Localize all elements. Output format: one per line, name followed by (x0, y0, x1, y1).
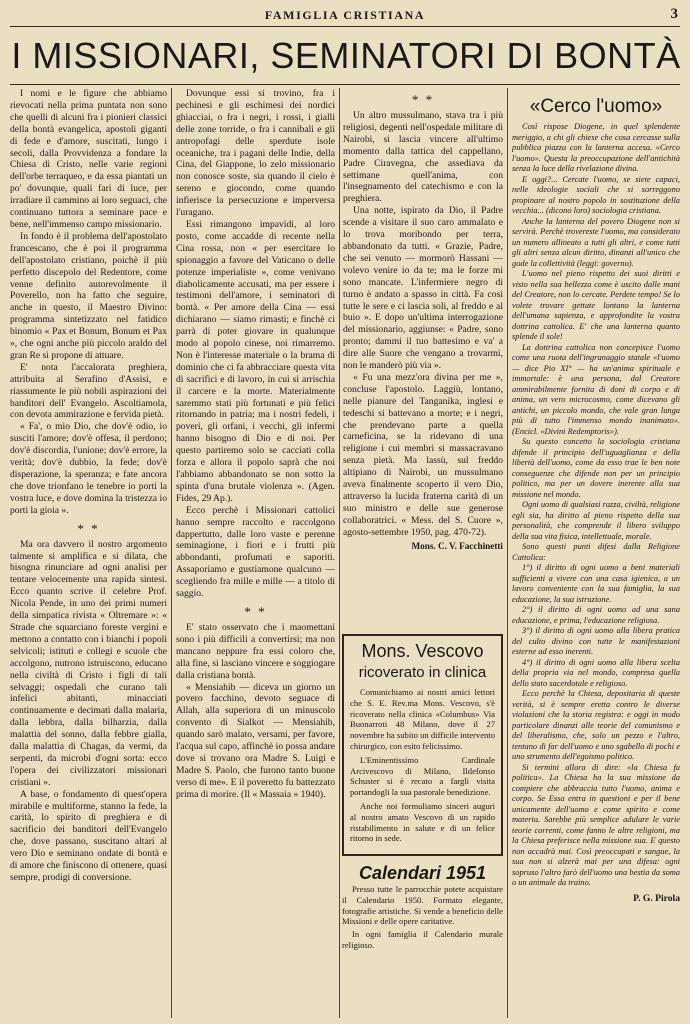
top-rule (10, 26, 680, 27)
paragraph: Anche la lanterna del povero Diogene non si servirà. Perchè trovereste l'uomo, ma considerato un numero allineato a tutti gli altri, e come tutti gli altri senza alcun diritto, dinanzi all'unico che gode la collettività (leggi: governo). (512, 216, 680, 268)
paragraph: Ogni uomo di qualsiasi razza, civiltà, religione egli sia, ha diritto al pieno rispetto della sua personalità, che comprende il libero sviluppo della sua vita fisica, intellettuale, morale. (512, 500, 680, 541)
paragraph: Una notte, ispirato da Dio, il Padre scende a visitare il suo caro ammalato e lo trova moribondo per terra, abbandonato da tutti. « Grazie, Padre, che sei venuto — mormorò Hassani — volevo venire io da te; ma le forze mi sono mancate. L'infermiere negro di turno è andato a spasso in città. Fa così tutte le sere e ci lascia soli, al freddo e al buio ». E dopo un'ultima interrogazione del missionario, aggiunse: « Padre, sono pronto; dammi il tuo battesimo e va' a dire alle Suore che vengano a trovarmi, non le manderò più via ». (343, 205, 503, 372)
paragraph: 1°) il diritto di ogni uomo a beni materiali sufficienti a vivere con una casa igienica, a un lavoro conveniente con la sua famiglia, la sua educazione, la sua istruzione. (512, 563, 680, 604)
paragraph: Ma ora davvero il nostro argomento talmente si amplifica e si dilata, che bisogna rinunciare ad ogni analisi per tentare velocemente una rapida sintesi. Ecco quanto scrive il celebre Prof. Nicola Pende, in uno dei primi numeri della simpatica rivista « Oltremare »: « Strade che squarciano foreste vergini e mettono a contatto con i bianchi i popoli selvicoli; istituti e collegi e scuole che accolgono, nutrono istruiscono, educano nella civiltà di Cristo i figli di tali selvaggi; ospedali che curano tali infelici abitanti, minacciati continuamente e decimati dalla malaria, dalla lebbra, dalla bilharzia, dalla malattia del sonno, dalla febbre gialla, dalla malattia di Chagas, da vermi, da serpenti, da microbi d'ogni sorta: ecco l'opera dei civilizzatori missionari cristiani ». (10, 538, 167, 788)
page-number: 3 (670, 6, 678, 22)
paragraph: Si termini allora di dire: «la Chiesa fa politica». La Chiesa ha la sua missione da compiere che abbraccia tutto l'uomo, anima e corpo. Se Essa entra in questioni e per il bene unicamente dell'uomo e come spirito e come materia. Sarebbe più semplice adulare le varie teorie correnti, come fanno le altre religioni, ma la Chiesa preferisce nella missione sua. E questo non accadrà mai. Così preoccupati e sangue, la sua non si alzerà mai per una difesa: ogni sopruso l'altro farò dell'uomo una bestia da soma o un animale da traino. (512, 762, 680, 887)
article-column-1 (10, 88, 167, 1016)
paragraph: « Mensiahib — diceva un giorno un povero facchino, devoto seguace di Allah, alla superiora di un minuscolo convento di Sialkot — Mensiahib, quando sarò malato, versami, per favore, l'acqua sul capo, affinchè io possa andare dove si trovano ora Madre S. Luigi e Madre S. Paolo, che furono tanto buone verso di me». E il poveretto fu battezzato prima di morire. (Il « Massaia » 1940). (176, 681, 335, 800)
paragraph: In fondo è il problema dell'apostolato francescano, che è poi il programma dell'apostolato cristiano, poichè il più perfetto discepolo del Redentore, come venne definito autorevolmente il Poverello, non ha fatto che seguire, anche in questo, il Maestro Divino: programma sintetizzato nel fatidico binomio « Pax et Bonum, Bonum et Pax », che ogni anche più piccolo araldo del gran Re si propone di attuare. (10, 230, 167, 361)
section-separator: * * (77, 520, 100, 536)
paragraph: « Fa', o mio Dio, che dov'è odio, io susciti l'amore; dov'è offesa, il perdono; dov'è discordia, l'unione; dov'è errore, la verità; dov'è dubbio, la fede; dov'è disperazione, la speranza; e fate ancora che dove trionfano le tenebre io porti la vostra luce, e dove domina la tristezza io porti la gioia ». (10, 421, 167, 516)
calendar-text (342, 884, 503, 951)
article-signature: Mons. C. V. Facchinetti (411, 540, 503, 551)
paragraph: E' nota l'accalorata preghiera, attribuita al Serafino d'Assisi, e riassumente le più nobili aspirazioni dei banditori dell' Evangelo. Ascoltiamola, con devota ammirazione e fervida pietà. (10, 361, 167, 421)
sidebar-column (512, 88, 680, 1016)
paragraph: L'Eminentissimo Cardinale Arcivescovo di Milano, Ildefonso Schuster si è recato a fargli visita portandogli la sua pastorale benedizione. (350, 754, 495, 798)
paragraph: 2°) il diritto di ogni uomo ad una sana educazione, e prima, l'educazione religiosa. (512, 605, 680, 625)
paragraph: Dovunque essi si trovino, fra i pechinesi e gli eschimesi dei nordici ghiacciai, o fra i negri, i rossi, i gialli delle zone torride, o fra i cannibali e gli antropofagi delle sperdute isole oceaniche, tra i pagani delle Indie, della Cina, del Giappone, lo zelo missionario non conosce soste, sia quando il cielo è sereno e giocondo, come quando infierisce la persecuzione e imperversa l'uragano. (176, 88, 335, 219)
paragraph: 4°) il diritto di ogni uomo alla libera scelta della propria via nel mondo, compresa quella dello stato sacerdotale e religioso. (512, 657, 680, 688)
headline-rule (10, 84, 680, 85)
paragraph: Un altro mussulmano, stava tra i più religiosi, degenti nell'ospedale militare di Nairobi, si lascia vincere all'ultimo momento dalla tattica del cappellano, Padre Ciravegna, che assediava da settimane quell'anima, con l'insegnamento del catechismo e con la preghiera. (343, 110, 503, 205)
notice-box (342, 634, 503, 856)
paragraph: A base, o fondamento di quest'opera mirabile e multiforme, stanno la fede, la carità, lo spirito di preghiera e di sacrificio dei banditori dell'Evangelo che, dove passano, suscitano altari al vero Dio e seminano ondate di bontà e di amore che finiscono di ottenere, quasi sempre, prodigi di conversione. (10, 788, 167, 883)
paragraph: Così rispose Diogene, in quel splendente meriggio, a chi gli chiese che cosa cercasse sulla pubblica piazza con la lanterna accesa. «Cerco l'uomo». Questa la preoccupazione dell'antichità senza la luce della rivelazione divina. (512, 122, 680, 173)
section-separator: * * (244, 603, 267, 619)
paragraph: Comunichiamo ai nostri amici lettori che S. E. Rev.ma Mons. Vescovo, s'è ricoverato nella clinica «Columbus» Via Buonarroti 48 Milano, dove il 27 novembre ha subito un difficile intervento chirurgico, con esito felicissimo. (350, 687, 495, 751)
column-divider (339, 88, 340, 1018)
notice-text (350, 687, 495, 844)
paragraph: Presso tutte le parrocchie potete acquistare il Calendario 1950. Formato elegante, fotografie artistiche. Si vende a beneficio delle Missioni e delle opere caritative. (342, 884, 503, 927)
section-separator: * * (411, 92, 435, 107)
calendar-notice (342, 862, 503, 1018)
paragraph: La dottrina cattolica non concepisce l'uomo come una ruota dell'ingranaggio statale «l'uomo — dice Pio XI° — ha un'anima spirituale e immortale: è una persona, dal Creatore ammirabilmente fornita di doni di corpo e di anima, un vero microcosmo, come dicevano gli antichi, un piccolo mondo, che vale gran lunga più di tutto l'immenso mondo inanimato». (Encicl. «Divini Redemptoris»). (512, 342, 680, 436)
paragraph: I nomi e le figure che abbiamo rievocati nella prima puntata non sono che quelli di alcuni fra i pionieri classici della bontà evangelica, apostoli giganti di fede e d'amore, suscitati, lungo i secoli, dalla Provvidenza a fondare la Chiesa di Cristo, nelle varie regioni dell'orbe terraqueo, e da essa piantati un po' dovunque, quali fari di luce, per irradiare il cammino ai loro seguaci, che continuano tuttora a seminare pace e bene, nell'immenso campo missionario. (10, 88, 167, 230)
sidebar-signature: P. G. Pirola (633, 892, 680, 904)
paragraph: Essi rimangono impavidi, al loro posto, come accadde di recente nella Cina rossa, non « per esercitare lo spionaggio a favore del Vaticano o delle potenze imperialiste », come venivano diabolicamente accusati, ma per essere i testimoni dell'amore, i seminatori di bontà. « Per amore della Cina — essi dichiarano — siamo rimasti; e finchè ci parrà di poter giovare in qualunque modo al popolo cinese, noi rimarremo. Non è l'interesse materiale o la brama di dominio che ci fa abbracciare questa vita di sacrifici e di lavoro, in cui si arrischia il carcere e la morte. Materialmente saremmo stati più fortunati e più felici ritornando in patria; ma i nostri fedeli, i poveri, gli orfani, i vecchi, gli infermi hanno bisogno di Dio e di noi. Per questo partiremo solo se cacciati colla forza e allora il popolo saprà che noi l'abbiamo abbandonato se non sotto la spinta d'una brutale violenza ». (Agen. Fides, 29 Ap.). (176, 218, 335, 504)
sidebar-text (512, 122, 680, 889)
paragraph: « Fu una mezz'ora divina per me », concluse l'apostolo. Laggiù, lontano, nelle pianure del Tanganika, inglesi e tedeschi si battevano a morte; e i negri, che prendevano parte a quella carneficina, se la ridevano di una religione i cui membri si massacravano senza pietà. Ma lassù, sul freddo altipiano di Nairobi, un mussulmano aveva finalmente scoperto il vero Dio, attraverso la lucida fraterna carità di un suo ministro e delle sue generose collaboratrici. « Mess. del S. Cuore », agosto-settembre 1950, pag. 470-72). (343, 371, 503, 538)
article-column-2 (176, 88, 335, 1016)
headline: I MISSIONARI, SEMINATORI DI BONTÀ (11, 35, 681, 76)
sidebar-title: «Cerco l'uomo» (529, 96, 663, 117)
paragraph: Ecco perchè la Chiesa, depositaria di queste verità, si è sempre eretta contro le diverse violazioni che la storia registra: e oggi in modo particolare dinanzi alle teorie del comunismo e del liberalismo, che, solo un pezzo e l'altro, tentano di far dell'uomo e uno sgabello di pochi e uno strumento dell'egoismo politico. (512, 689, 680, 761)
paragraph: Anche noi formuliamo sinceri auguri al nostro amato Vescovo di un rapido ristabilimento in salute e di un felice ritorno in sede. (350, 800, 495, 844)
paragraph: L'uomo nel pieno rispetto dei suoi diritti e visto nella sua bellezza come è uscito dalle mani del Creatore, non lo cercate. Perdete tempo! Se lo volete trovare gettate lontano la lanterna dell'umana sapienza, e approfondite la vostra dottrina cattolica. E' che una lanterna quanto splende il sole! (512, 269, 680, 341)
notice-title-line1: Mons. Vescovo (361, 641, 484, 661)
paragraph: 3°) il diritto di ogni uomo alla libera pratica del culto divino con tutte le manifestazioni esterne ad esso inerenti. (512, 626, 680, 656)
paragraph: Su questo concetto la sociologia cristiana difende il principio dell'uguaglianza e della libertà dell'uomo, come da esso trae le ben note conseguenze che difende non per un principio politico, ma per un dovere inerente alla sua missione nel mondo. (512, 437, 680, 499)
paragraph: Ecco perchè i Missionari cattolici hanno sempre raccolto e raccolgono dappertutto, dalle loro vaste e perenne seminagione, i fiori e i frutti più abbondanti, profumati e saporiti. Assaporiamo e gustiamone qualcuno — scegliendo fra mille e mille — a titolo di saggio. (176, 504, 335, 600)
paragraph: Sono questi punti difesi dalla Religione Cattolica: (512, 542, 680, 562)
paragraph: In ogni famiglia il Calendario murale religioso. (342, 929, 503, 950)
article-column-3 (343, 88, 503, 628)
notice-title-line2: ricoverato in clinica (358, 664, 487, 681)
running-title: FAMIGLIA CRISTIANA (264, 8, 426, 22)
paragraph: E' stato osservato che i maomettani sono i più difficili a convertirsi; ma non mancano neppure fra essi coloro che, alla fine, si lasciano vincere e soggiogare dalla cristiana bontà. (176, 621, 335, 681)
column-divider (171, 88, 172, 1018)
calendar-title: Calendari 1951 (358, 863, 487, 883)
paragraph: E oggi?... Cercate l'uomo, se siete capaci, nelle ideologie sociali che si sorreggono propinare al nostro popolo in sostituzione della vecchia... (dicono loro) sociologia cristiana. (512, 174, 680, 215)
column-divider (507, 88, 508, 1018)
